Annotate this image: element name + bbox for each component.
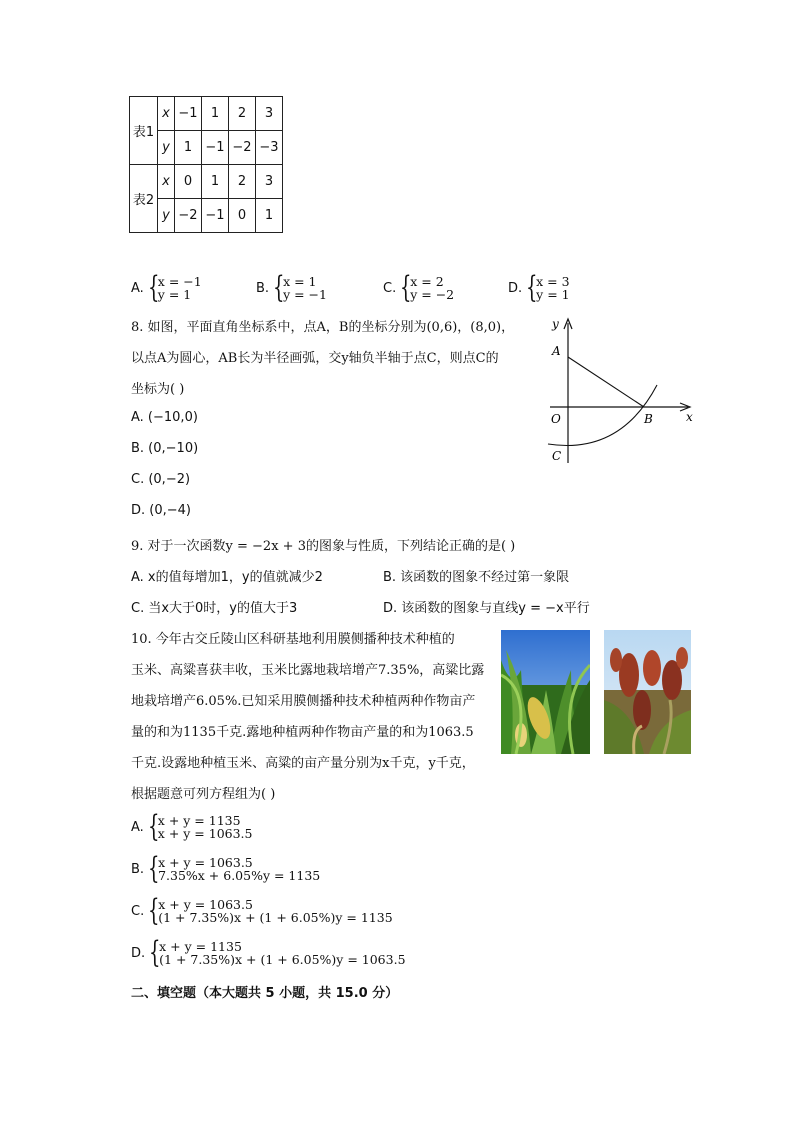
sorghum-photo	[604, 630, 691, 754]
x-label: x	[686, 410, 693, 424]
option-letter: A.	[131, 280, 144, 296]
q10-stem-line: 玉米、高粱喜获丰收，玉米比露地栽培增产7.35%，高粱比露	[131, 663, 485, 678]
q8-stem-line1: 8. 如图，平面直角坐标系中，点A，B的坐标分别为(0,6)，(8,0)，	[131, 320, 515, 335]
segment-ab	[568, 357, 644, 407]
corn-photo	[501, 630, 590, 754]
point-a-label: A	[552, 344, 561, 358]
option-letter: A.	[131, 819, 144, 835]
table-cell: −1	[202, 199, 229, 233]
brace-icon: {	[147, 809, 160, 844]
table-cell: 1	[202, 165, 229, 199]
q8-option-d[interactable]: D. (0,−4)	[131, 503, 191, 518]
equation: x + y = 1063.5	[158, 854, 253, 870]
option-letter: C.	[131, 903, 145, 919]
equation: x = 2	[410, 273, 444, 289]
origin-label: O	[551, 412, 561, 426]
table-cell: 1	[175, 131, 202, 165]
equation: x = −1	[157, 273, 202, 289]
q10-option-b[interactable]	[131, 851, 321, 886]
table1-y-symbol: y	[158, 131, 175, 165]
equation: (1 + 7.35%)x + (1 + 6.05%)y = 1063.5	[159, 952, 406, 967]
q10-option-c[interactable]	[131, 893, 393, 928]
q10-option-d[interactable]	[131, 935, 406, 970]
equation: (1 + 7.35%)x + (1 + 6.05%)y = 1135	[158, 910, 393, 925]
equation: x + y = 1135	[157, 812, 241, 828]
table1-label: 表1	[130, 97, 158, 165]
table2-x-symbol: x	[158, 165, 175, 199]
table-cell: 3	[256, 165, 283, 199]
q7-option-d[interactable]	[508, 270, 570, 305]
q8-option-a[interactable]: A. (−10,0)	[131, 410, 198, 425]
equation: y = −1	[283, 287, 327, 302]
q8-stem-line3: 坐标为( )	[131, 382, 185, 397]
option-letter: C.	[383, 280, 397, 296]
table-cell: 2	[229, 97, 256, 131]
q7-option-c[interactable]	[383, 270, 455, 305]
q8-option-c[interactable]: C. (0,−2)	[131, 472, 191, 487]
table2-y-symbol: y	[158, 199, 175, 233]
equation: x + y = 1063.5	[157, 826, 253, 841]
table-cell: −1	[202, 131, 229, 165]
table-cell: −2	[229, 131, 256, 165]
brace-icon: {	[148, 893, 160, 928]
equation: 7.35%x + 6.05%y = 1135	[158, 868, 321, 883]
table2-label: 表2	[130, 165, 158, 233]
q9-option-d[interactable]: D. 该函数的图象与直线y = −x平行	[383, 601, 590, 616]
q7-option-a[interactable]	[131, 270, 202, 305]
table-cell: −1	[175, 97, 202, 131]
brace-icon: {	[273, 270, 285, 305]
q9-option-a[interactable]: A. x的值每增加1，y的值就减少2	[131, 570, 323, 585]
table-cell: 1	[202, 97, 229, 131]
equation: x = 3	[536, 273, 570, 289]
section-heading: 二、填空题（本大题共 5 小题，共 15.0 分）	[131, 986, 399, 1001]
table-cell: 3	[256, 97, 283, 131]
table-cell: −3	[256, 131, 283, 165]
q10-stem-line: 10. 今年古交丘陵山区科研基地利用膜侧播种技术种植的	[131, 632, 455, 647]
brace-icon: {	[149, 935, 161, 970]
table1-x-symbol: x	[158, 97, 175, 131]
arc	[548, 385, 657, 445]
equation: y = −2	[410, 287, 455, 302]
q7-option-b[interactable]	[256, 270, 327, 305]
option-letter: D.	[508, 280, 523, 296]
table-cell: 0	[229, 199, 256, 233]
option-letter: B.	[131, 861, 145, 877]
brace-icon: {	[148, 851, 160, 886]
q10-stem-line: 千克.设露地种植玉米、高粱的亩产量分别为x千克，y千克，	[131, 756, 475, 771]
brace-icon: {	[526, 270, 538, 305]
table-cell: 2	[229, 165, 256, 199]
brace-icon: {	[400, 270, 412, 305]
q10-stem-line: 地栽培增产6.05%.已知采用膜侧播种技术种植两种作物亩产	[131, 694, 476, 709]
table-cell: −2	[175, 199, 202, 233]
q9-option-b[interactable]: B. 该函数的图象不经过第一象限	[383, 570, 570, 585]
point-b-label: B	[644, 412, 653, 426]
equation: x = 1	[283, 273, 317, 289]
option-letter: B.	[256, 280, 270, 296]
values-table	[129, 96, 283, 233]
option-letter: D.	[131, 945, 146, 961]
table-cell: 1	[256, 199, 283, 233]
q10-stem-line: 量的和为1135千克.露地种植两种作物亩产量的和为1063.5	[131, 725, 474, 740]
coordinate-figure	[540, 315, 700, 470]
brace-icon: {	[147, 270, 160, 305]
equation: x + y = 1135	[159, 938, 242, 954]
table-cell: 0	[175, 165, 202, 199]
equation: x + y = 1063.5	[158, 896, 253, 912]
q8-stem-line2: 以点A为圆心，AB长为半径画弧，交y轴负半轴于点C，则点C的	[131, 351, 499, 366]
q9-option-c[interactable]: C. 当x大于0时，y的值大于3	[131, 601, 298, 616]
point-c-label: C	[552, 449, 562, 463]
equation: y = 1	[536, 287, 570, 302]
equation: y = 1	[157, 287, 192, 302]
q8-option-b[interactable]: B. (0,−10)	[131, 441, 199, 456]
q10-stem-line: 根据题意可列方程组为( )	[131, 787, 276, 802]
q9-stem: 9. 对于一次函数y = −2x + 3的图象与性质，下列结论正确的是( )	[131, 539, 516, 554]
y-label: y	[552, 317, 559, 331]
q10-option-a[interactable]	[131, 809, 253, 844]
